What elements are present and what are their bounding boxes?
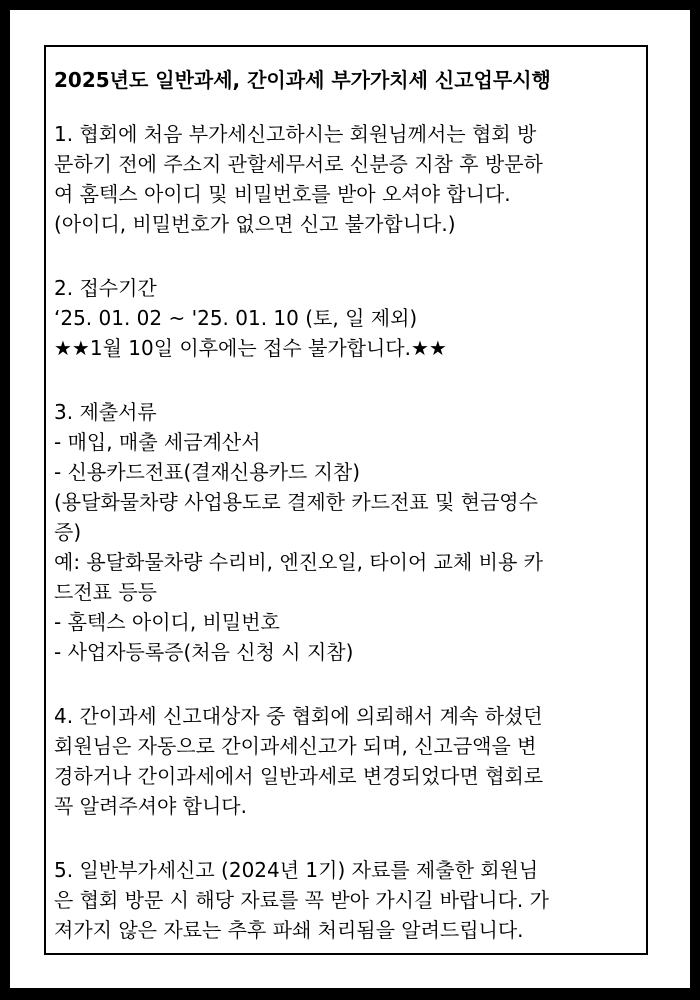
notice-line: 은 협회 방문 시 해당 자료를 꼭 받아 가시길 바랍니다. 가	[54, 888, 549, 912]
notice-box	[44, 45, 648, 955]
notice-line: - 매입, 매출 세금계산서	[54, 430, 261, 454]
notice-line: (용달화물차량 사업용도로 결제한 카드전표 및 현금영수	[54, 490, 538, 514]
notice-line: 문하기 전에 주소지 관할세무서로 신분증 지참 후 방문하	[54, 152, 543, 176]
notice-line: 드전표 등등	[54, 580, 157, 604]
notice-line: 꼭 알려주셔야 합니다.	[54, 794, 247, 818]
notice-line: ★★1월 10일 이후에는 접수 불가합니다.★★	[54, 336, 447, 360]
notice-line: 회원님은 자동으로 간이과세신고가 되며, 신고금액을 변	[54, 734, 537, 758]
notice-line: 져가지 않은 자료는 추후 파쇄 처리됨을 알려드립니다.	[54, 918, 524, 942]
notice-section-2	[54, 273, 638, 363]
notice-line: - 사업자등록증(처음 신청 시 지참)	[54, 640, 354, 664]
notice-section-5	[54, 855, 638, 945]
notice-line: 경하거나 간이과세에서 일반과세로 변경되었다면 협회로	[54, 764, 544, 788]
notice-section-4	[54, 701, 638, 821]
notice-sections	[54, 119, 638, 945]
notice-line: (아이디, 비밀번호가 없으면 신고 불가합니다.)	[54, 212, 456, 236]
document-page	[10, 10, 690, 988]
notice-line: 4. 간이과세 신고대상자 중 협회에 의뢰해서 계속 하셨던	[54, 704, 543, 728]
notice-section-1	[54, 119, 638, 239]
notice-line: 예: 용달화물차량 수리비, 엔진오일, 타이어 교체 비용 카	[54, 550, 543, 574]
notice-line: ‘25. 01. 02 ~ '25. 01. 10 (토, 일 제외)	[54, 306, 418, 330]
notice-section-3	[54, 397, 638, 667]
notice-line: 1. 협회에 처음 부가세신고하시는 회원님께서는 협회 방	[54, 122, 537, 146]
notice-line: - 신용카드전표(결재신용카드 지참)	[54, 460, 361, 484]
notice-line: 여 홈텍스 아이디 및 비밀번호를 받아 오셔야 합니다.	[54, 182, 511, 206]
notice-line: 3. 제출서류	[54, 400, 157, 424]
notice-line: 5. 일반부가세신고 (2024년 1기) 자료를 제출한 회원님	[54, 858, 539, 882]
notice-title: 2025년도 일반과세, 간이과세 부가가치세 신고업무시행	[54, 68, 551, 92]
notice-line: - 홈텍스 아이디, 비밀번호	[54, 610, 280, 634]
notice-line: 2. 접수기간	[54, 276, 157, 300]
notice-line: 증)	[54, 520, 82, 544]
